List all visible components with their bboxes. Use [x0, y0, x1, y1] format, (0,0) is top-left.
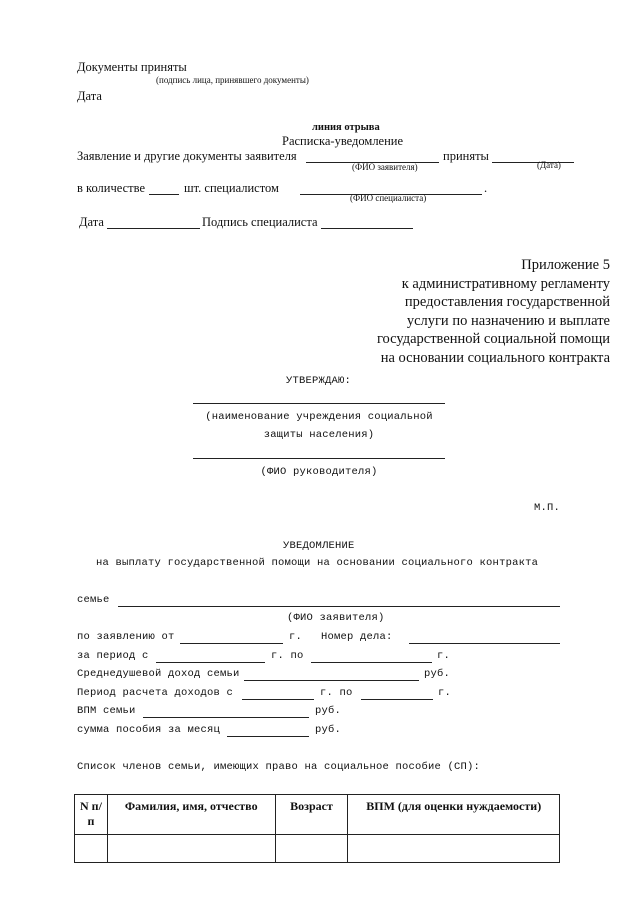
tear-line-label: линия отрыва — [312, 122, 380, 133]
family-members-table — [74, 794, 560, 863]
calc-to-line[interactable] — [361, 699, 433, 700]
date-hint: (Дата) — [537, 160, 561, 170]
org-name-line[interactable] — [193, 403, 445, 404]
table-header-row — [75, 795, 560, 835]
date2-line[interactable] — [107, 228, 200, 229]
period-from-line[interactable] — [156, 662, 265, 663]
specialist-label: шт. специалистом — [184, 181, 279, 195]
calc-year-label: г. — [438, 687, 452, 699]
period-to-label: г. по — [271, 650, 304, 662]
calc-period-label: Период расчета доходов с — [77, 687, 234, 699]
col-name-header: Фамилия, имя, отчество — [107, 795, 275, 835]
org-name-hint-2: защиты населения) — [263, 429, 375, 441]
col-age-header: Возраст — [275, 795, 348, 835]
appendix-line: Приложение 5 — [521, 257, 610, 273]
period-to-line[interactable] — [311, 662, 432, 663]
appendix-line: на основании социального контракта — [380, 349, 610, 366]
date-label: Дата — [77, 89, 102, 103]
table-cell[interactable] — [75, 835, 108, 863]
table-cell[interactable] — [348, 835, 560, 863]
table-cell[interactable] — [275, 835, 348, 863]
vpm-label: ВПМ семьи — [77, 705, 136, 717]
income-unit: руб. — [424, 668, 451, 680]
vpm-line[interactable] — [143, 717, 309, 718]
org-name-hint-1: (наименование учреждения социальной — [205, 411, 433, 423]
calc-to-label: г. по — [320, 687, 353, 699]
receipt-title: Расписка-уведомление — [282, 134, 404, 148]
head-fio-line[interactable] — [193, 458, 445, 459]
case-number-line[interactable] — [409, 643, 560, 644]
signature-hint: (подпись лица, принявшего документы) — [156, 75, 309, 85]
request-year-label: г. — [289, 631, 303, 643]
notice-title: УВЕДОМЛЕНИЕ — [283, 540, 355, 552]
family-fio-hint: (ФИО заявителя) — [287, 612, 385, 624]
application-label: Заявление и другие документы заявителя — [77, 149, 297, 163]
col-number-header: N п/п — [75, 795, 108, 835]
family-label: семье — [77, 594, 110, 606]
col-vpm-header: ВПМ (для оценки нуждаемости) — [348, 795, 560, 835]
members-list-title: Список членов семьи, имеющих право на социальное пособие (СП): — [77, 761, 481, 773]
stamp-place-label: М.П. — [534, 502, 561, 514]
benefit-line[interactable] — [227, 736, 309, 737]
request-date-label: по заявлению от — [77, 631, 175, 643]
specialist-signature-label: Подпись специалиста — [202, 215, 318, 229]
table-cell[interactable] — [107, 835, 275, 863]
period-mark: . — [484, 181, 488, 195]
docs-accepted-label: Документы приняты — [77, 60, 187, 74]
income-line[interactable] — [244, 680, 419, 681]
appendix-line: к административному регламенту — [401, 275, 610, 292]
appendix-block — [310, 256, 610, 367]
vpm-unit: руб. — [315, 705, 342, 717]
table-row — [75, 835, 560, 863]
notice-subtitle: на выплату государственной помощи на основании социального контракта — [96, 557, 539, 569]
accepted-label: приняты — [443, 149, 489, 163]
benefit-unit: руб. — [315, 724, 342, 736]
approve-title: УТВЕРЖДАЮ: — [286, 375, 352, 387]
date2-label: Дата — [79, 215, 104, 229]
applicant-fio-hint: (ФИО заявителя) — [352, 162, 418, 172]
benefit-label: сумма пособия за месяц — [77, 724, 221, 736]
quantity-label: в количестве — [77, 181, 146, 195]
appendix-line: услуги по назначению и выплате — [406, 312, 610, 329]
quantity-line[interactable] — [149, 194, 179, 195]
case-number-label: Номер дела: — [321, 631, 393, 643]
period-year-label: г. — [437, 650, 451, 662]
family-fio-line[interactable] — [118, 606, 560, 607]
period-label: за период с — [77, 650, 149, 662]
calc-from-line[interactable] — [242, 699, 314, 700]
specialist-signature-line[interactable] — [321, 228, 413, 229]
specialist-fio-hint: (ФИО специалиста) — [350, 193, 427, 203]
appendix-line: государственной социальной помощи — [376, 331, 610, 347]
accept-date-line[interactable] — [492, 162, 574, 163]
appendix-line: предоставления государственной — [404, 294, 610, 310]
income-label: Среднедушевой доход семьи — [77, 668, 240, 680]
request-date-line[interactable] — [180, 643, 283, 644]
head-fio-hint: (ФИО руководителя) — [260, 466, 378, 478]
